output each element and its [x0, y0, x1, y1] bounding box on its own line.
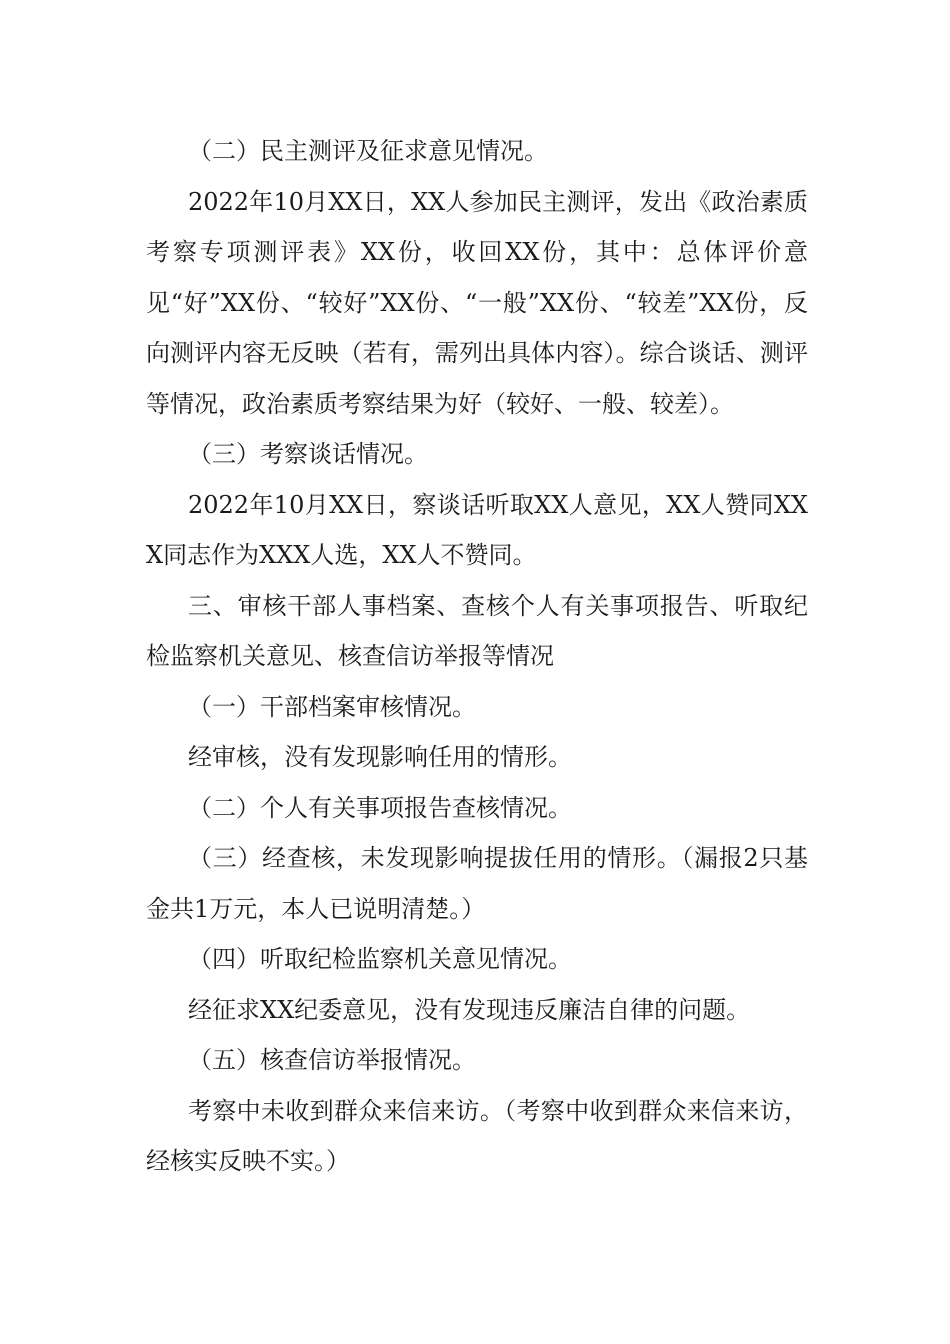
section-heading-interview: （三）考察谈话情况。 [188, 440, 428, 468]
section-heading-review: 三、审核干部人事档案、查核个人有关事项报告、听取纪检监察机关意见、核查信访举报等情况 [146, 591, 808, 670]
paragraph-democratic-evaluation-detail: 2022年10月XX日，XX人参加民主测评，发出《政治素质考察专项测评表》XX份，收回XX份，其中：总体评价意见“好”XX份、“较好”XX份、“一般”XX份、“较差”XX份，反向测评内容无反映（若有，需列出具体内容）。综合谈话、测评等情况，政治素质考察结果为好（较好、一般、较差）。 [146, 187, 808, 418]
subheading-petition-check: （五）核查信访举报情况。 [188, 1046, 476, 1074]
paragraph-archive-review-result: 经审核，没有发现影响任用的情形。 [188, 743, 572, 771]
paragraph-personal-report-result: （三）经查核，未发现影响提拔任用的情形。（漏报2只基金共1万元，本人已说明清楚。） [146, 844, 808, 923]
paragraph-petition-check-result: 考察中未收到群众来信来访。（考察中收到群众来信来访，经核实反映不实。） [146, 1096, 808, 1175]
subheading-archive-review: （一）干部档案审核情况。 [188, 692, 476, 721]
document-page [146, 126, 808, 1187]
section-heading-democratic-evaluation: （二）民主测评及征求意见情况。 [188, 137, 548, 165]
subheading-personal-report: （二）个人有关事项报告查核情况。 [188, 793, 572, 822]
paragraph-interview-detail: 2022年10月XX日，察谈话听取XX人意见，XX人赞同XXX同志作为XXX人选，XX人不赞同。 [146, 490, 808, 569]
subheading-discipline-opinion: （四）听取纪检监察机关意见情况。 [188, 945, 572, 973]
paragraph-discipline-opinion-result: 经征求XX纪委意见，没有发现违反廉洁自律的问题。 [188, 995, 751, 1024]
